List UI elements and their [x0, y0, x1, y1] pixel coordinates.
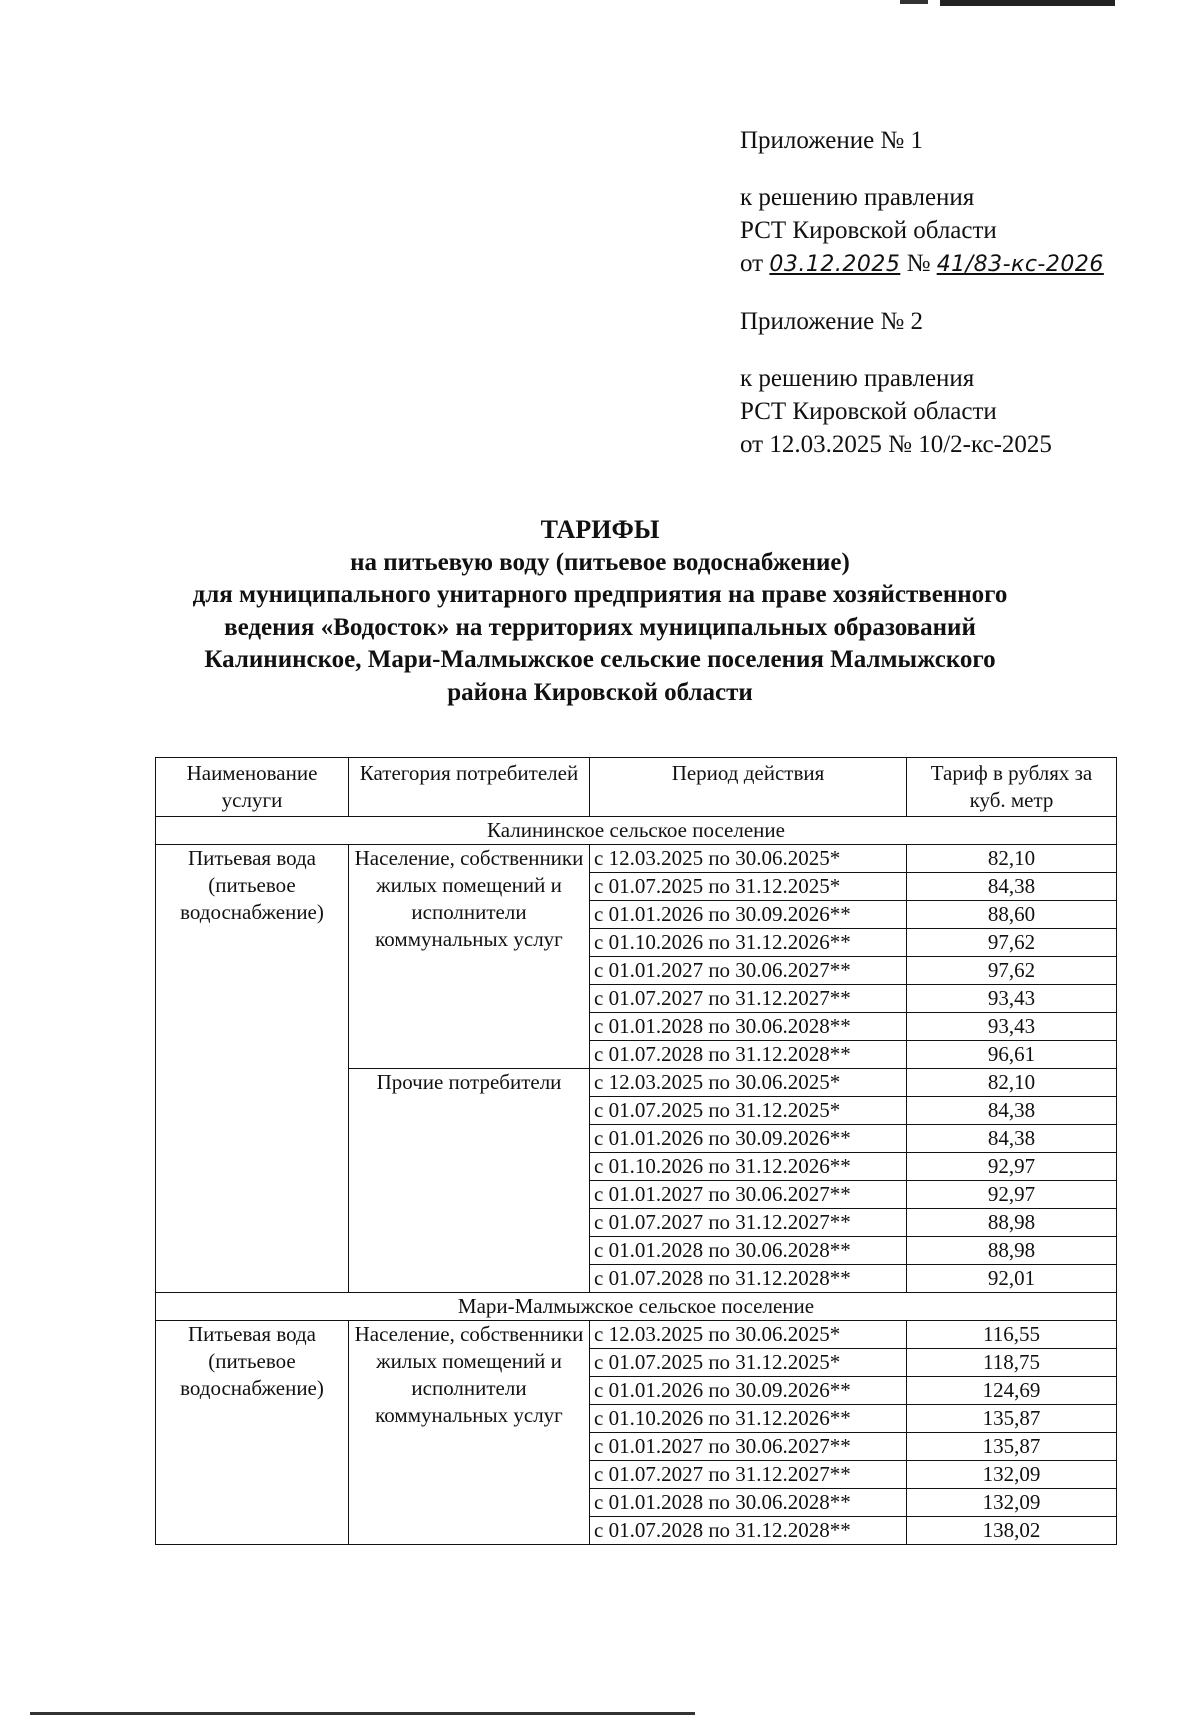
validity-period: с 01.01.2028 по 30.06.2028** — [590, 1013, 907, 1041]
validity-period: с 01.01.2027 по 30.06.2027** — [590, 957, 907, 985]
section-row — [156, 817, 1117, 845]
tariff-value: 132,09 — [907, 1489, 1117, 1517]
title-line-4: ведения «Водосток» на территориях муниципальных образований — [224, 613, 976, 641]
title-line-3: для муниципального унитарного предприятия на праве хозяйственного — [192, 581, 1008, 608]
tariff-value: 84,38 — [907, 873, 1117, 901]
tariff-value: 97,62 — [907, 929, 1117, 957]
table-row — [156, 845, 1117, 873]
tariff-value: 116,55 — [907, 1321, 1117, 1349]
service-name: Питьевая вода (питьевое водоснабжение) — [156, 845, 349, 1293]
validity-period: с 01.01.2026 по 30.09.2026** — [590, 1377, 907, 1405]
validity-period: с 01.01.2026 по 30.09.2026** — [590, 901, 907, 929]
validity-period: с 01.01.2026 по 30.09.2026** — [590, 1125, 907, 1153]
section-name: Калининское сельское поселение — [156, 817, 1117, 845]
validity-period: с 01.01.2027 по 30.06.2027** — [590, 1433, 907, 1461]
title-line-1: ТАРИФЫ — [540, 515, 660, 544]
tariff-value: 93,43 — [907, 1013, 1117, 1041]
validity-period: с 12.03.2025 по 30.06.2025* — [590, 1321, 907, 1349]
scan-artifact-top — [940, 0, 1115, 6]
service-name: Питьевая вода (питьевое водоснабжение) — [156, 1321, 349, 1545]
tariff-value: 88,98 — [907, 1209, 1117, 1237]
validity-period: с 01.01.2027 по 30.06.2027** — [590, 1181, 907, 1209]
appendix-1-label: Приложение № 1 — [740, 127, 924, 154]
validity-period: с 01.10.2026 по 31.12.2026** — [590, 1153, 907, 1181]
decision-1-handwritten-number: 41/83-кс-2026 — [936, 252, 1104, 277]
tariff-value: 124,69 — [907, 1377, 1117, 1405]
validity-period: с 01.07.2027 по 31.12.2027** — [590, 985, 907, 1013]
validity-period: с 01.01.2028 по 30.06.2028** — [590, 1489, 907, 1517]
validity-period: с 12.03.2025 по 30.06.2025* — [590, 1069, 907, 1097]
tariff-value: 84,38 — [907, 1097, 1117, 1125]
decision-2-line-1: к решению правления — [740, 365, 975, 392]
validity-period: с 01.07.2025 по 31.12.2025* — [590, 873, 907, 901]
decision-2-line-3: от 12.03.2025 № 10/2-кс-2025 — [740, 431, 1052, 458]
validity-period: с 01.07.2027 по 31.12.2027** — [590, 1209, 907, 1237]
consumer-category: Население, собственники жилых помещений и исполнители коммунальных услуг — [349, 845, 590, 1069]
tariff-value: 96,61 — [907, 1041, 1117, 1069]
decision-1-reference — [740, 247, 1180, 281]
consumer-category: Население, собственники жилых помещений и исполнители коммунальных услуг — [349, 1321, 590, 1545]
tariff-value: 82,10 — [907, 1069, 1117, 1097]
column-header-tariff: Тариф в рублях за куб. метр — [907, 758, 1117, 817]
decision-1-from: от — [740, 250, 764, 277]
decision-2-line-2: РСТ Кировской области — [740, 398, 997, 425]
tariff-value: 82,10 — [907, 845, 1117, 873]
tariff-value: 92,97 — [907, 1153, 1117, 1181]
section-name: Мари-Малмыжское сельское поселение — [156, 1293, 1117, 1321]
tariff-value: 135,87 — [907, 1433, 1117, 1461]
tariffs-table-body — [156, 817, 1117, 1545]
validity-period: с 01.07.2025 по 31.12.2025* — [590, 1097, 907, 1125]
tariff-value: 132,09 — [907, 1461, 1117, 1489]
tariff-value: 135,87 — [907, 1405, 1117, 1433]
tariff-value: 97,62 — [907, 957, 1117, 985]
tariff-value: 84,38 — [907, 1125, 1117, 1153]
tariff-value: 92,01 — [907, 1265, 1117, 1293]
document-title — [100, 514, 1100, 709]
decision-1-line-1: к решению правления — [740, 184, 975, 211]
tariff-value: 92,97 — [907, 1181, 1117, 1209]
decision-1-number-sign: № — [906, 250, 931, 277]
table-header-row — [156, 758, 1117, 817]
tariff-value: 88,60 — [907, 901, 1117, 929]
tariff-value: 138,02 — [907, 1517, 1117, 1545]
title-line-6: района Кировской области — [447, 678, 753, 706]
consumer-category: Прочие потребители — [349, 1069, 590, 1293]
validity-period: с 01.01.2028 по 30.06.2028** — [590, 1237, 907, 1265]
validity-period: с 01.07.2028 по 31.12.2028** — [590, 1517, 907, 1545]
tariffs-table — [155, 757, 1117, 1545]
column-header-category: Категория потребителей — [349, 758, 590, 817]
tariff-value: 88,98 — [907, 1237, 1117, 1265]
scan-artifact-top-left — [900, 0, 928, 4]
column-header-period: Период действия — [590, 758, 907, 817]
appendix-2-label: Приложение № 2 — [740, 308, 924, 335]
validity-period: с 12.03.2025 по 30.06.2025* — [590, 845, 907, 873]
validity-period: с 01.07.2028 по 31.12.2028** — [590, 1265, 907, 1293]
section-row — [156, 1293, 1117, 1321]
decision-1-handwritten-date: 03.12.2025 — [769, 252, 901, 277]
validity-period: с 01.10.2026 по 31.12.2026** — [590, 1405, 907, 1433]
title-line-5: Калининское, Мари-Малмыжское сельские поселения Малмыжского — [204, 646, 996, 673]
tariff-value: 93,43 — [907, 985, 1117, 1013]
validity-period: с 01.07.2027 по 31.12.2027** — [590, 1461, 907, 1489]
column-header-service: Наименование услуги — [156, 758, 349, 817]
validity-period: с 01.10.2026 по 31.12.2026** — [590, 929, 907, 957]
document-header — [740, 124, 1180, 461]
validity-period: с 01.07.2028 по 31.12.2028** — [590, 1041, 907, 1069]
decision-1-line-2: РСТ Кировской области — [740, 217, 997, 244]
tariff-value: 118,75 — [907, 1349, 1117, 1377]
title-line-2: на питьевую воду (питьевое водоснабжение) — [350, 548, 850, 576]
table-row — [156, 1321, 1117, 1349]
scan-artifact-bottom — [30, 1712, 695, 1715]
validity-period: с 01.07.2025 по 31.12.2025* — [590, 1349, 907, 1377]
